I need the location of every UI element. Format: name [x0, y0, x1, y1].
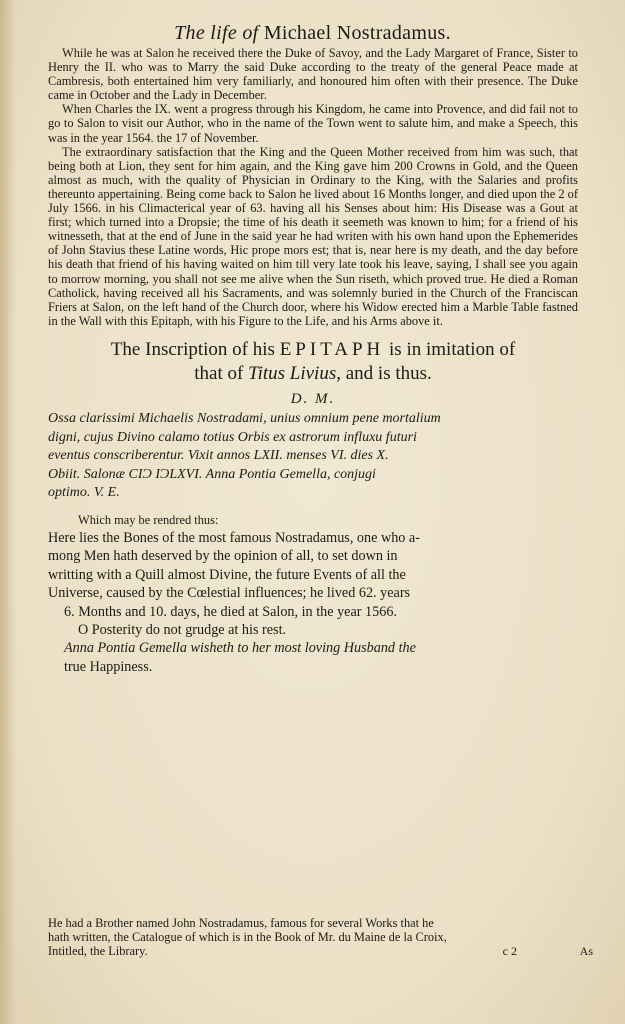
anna-line: Anna Pontia Gemella wisheth to her most loving Husband the: [64, 640, 416, 657]
brother-paragraph: [48, 916, 593, 958]
dis-manibus: D. M.: [290, 390, 336, 407]
translation-line: 6. Months and 10. days, he died at Salon, in the year 1566.: [64, 603, 397, 620]
main-text: [48, 46, 578, 676]
latin-epitaph: [48, 410, 578, 503]
heading-line2-post: , and is thus.: [336, 362, 432, 384]
latin-line: optimo. V. E.: [48, 485, 120, 501]
paragraph-death: The extraordinary satisfaction that the King and the Queen Mother received from him was such, that being both at Lion, they sent for him again, and the King gave him 200 Crowns in Gold, and the Queen almost as much, with the quality of Physician in Ordinary to the King, with the Salaries and profits thereunto appertaining. Being come back to Salon he lived about 16 Months longer, and died upon the 2 of July 1566. in his Climacterical year of 63. having all his Senses about him: His Disease was a Gout at first; which turned into a Dropsie; the time of his death it seemeth was known to him; for a friend of his witnesseth, that at the end of June in the said year he had writen with his own hand upon the Ephemerides of John Stavius these Latine words, Hic prope mors est; that is, near here is my death, and the day before his death that friend of his having waited on him till very late took his leave, saying, I shall see you again to morrow morning, you shall not see me alive when the Sun riseth, which proved true. He died a Roman Catholick, having received all his Sacraments, and was solemnly buried in the Church of the Franciscan Friers at Salon, on the left hand of the Church door, where his Widow erected him a Marble Table fastned in the Wall with this Epitaph, with his Figure to the Life, and his Arms above it.: [48, 144, 578, 328]
translation-line: Here lies the Bones of the most famous Nostradamus, one who a-: [48, 530, 420, 547]
heading-line1-post: is in imitation of: [389, 338, 516, 360]
translation-line: Universe, caused by the Cœlestial influences; he lived 62. years: [48, 585, 411, 602]
paragraph-charles: When Charles the IX. went a progress through his Kingdom, he came into Provence, and did fail not to go to Salon to visit our Author, who in the name of the Town went to salute him, and make a Speech, this was in the year 1564. the 17 of November.: [48, 102, 578, 145]
latin-line: digni, cujus Divino calamo totius Orbis ex astrorum influxu futuri: [48, 429, 417, 445]
running-head-prefix: The life of: [174, 22, 259, 44]
latin-line: Obiit. Salonæ CIƆ IƆLXVI. Anna Pontia Gemella, conjugi: [48, 466, 376, 482]
footer-line: He had a Brother named John Nostradamus, famous for several Works that he: [48, 916, 434, 930]
heading-epitaph-word: EPITAPH: [279, 338, 385, 360]
footer-line: hath written, the Catalogue of which is in the Book of Mr. du Maine de la Croix,: [48, 930, 447, 944]
paragraph-savoy: While he was at Salon he received there the Duke of Savoy, and the Lady Margaret of France, Sister to Henry the II. who was to Marry the said Duke according to the treaty of the general Peace made at Cambresis, both entertained him very familiarly, and honoured him often with their presence. The Duke came in October and the Lady in December.: [48, 46, 578, 103]
epitaph-heading: [48, 338, 578, 386]
heading-line1-pre: The Inscription of his: [110, 338, 275, 360]
latin-line: eventus conscriberentur. Vixit annos LXII. menses VI. dies X.: [48, 448, 389, 464]
signature-mark: c 2: [502, 944, 517, 958]
translation-label: Which may be rendred thus:: [78, 512, 219, 527]
heading-line2-pre: that of: [194, 362, 244, 384]
page-gutter-shadow: [0, 0, 16, 1024]
latin-line: Ossa clarissimi Michaelis Nostradami, unius omnium pene mortalium: [48, 410, 441, 426]
translation-line: writting with a Quill almost Divine, the future Events of all the: [48, 566, 406, 583]
heading-livius: Titus Livius: [248, 362, 337, 384]
footer-line: Intitled, the Library.: [48, 944, 148, 958]
english-translation: [48, 529, 578, 676]
running-head-name: Michael Nostradamus.: [263, 22, 451, 44]
translation-line: mong Men hath deserved by the opinion of all, to set down in: [48, 548, 398, 565]
anna-line: true Happiness.: [64, 658, 153, 675]
running-head: [0, 22, 625, 45]
catchword: As: [579, 944, 593, 958]
posterity-line: O Posterity do not grudge at his rest.: [78, 622, 287, 639]
